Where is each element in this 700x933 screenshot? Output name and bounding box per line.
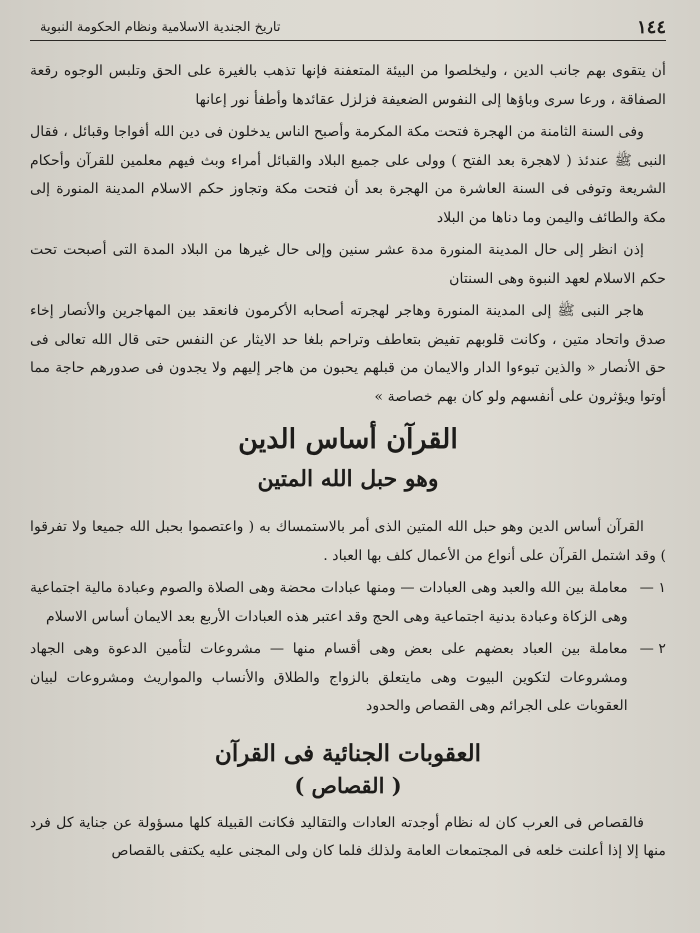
section-title-quran: القرآن أساس الدين	[238, 424, 458, 455]
list-text-1: معاملة بين الله والعبد وهى العبادات — ومنها عبادات محضة وهى الصلاة والصوم وعبادة مالية اجتماعية وهى الزكاة وعبادة بدنية اجتماعية وهى الحج وقد اعتبر هذه العبادات الأربع بعد الايمان أساس الاسلام	[30, 580, 628, 625]
page-header	[30, 14, 666, 41]
section-subtitle-qisas: ( القصاص )	[294, 772, 402, 798]
section1-intro: القرآن أساس الدين وهو حبل الله المتين الذى أمر بالاستمساك به ( واعتصموا بحبل الله جميعا ولا تفرقوا ) وقد اشتمل القرآن على أنواع من الأعمال كلف بها العباد .	[30, 519, 666, 564]
page-number: ١٤٤	[636, 16, 666, 38]
paragraph-4: هاجر النبى ﷺ إلى المدينة المنورة وهاجر لهجرته أصحابه الأكرمون فانعقد بين المهاجرين والأنصار إخاء صدق واتحاد متين ، وكانت قلوبهم تفيض بتعاطف وتراحم بلغا حد الايثار عن النفس حتى قال الله تعالى فى حق الأنصار « والذين تبوءوا الدار والايمان من قبلهم يحبون من هاجر إليهم ولا يجدون فى صدورهم حاجة مما أوتوا ويؤثرون على أنفسهم ولو كان بهم خصاصة »	[30, 303, 666, 405]
section2-paragraph: فالقصاص فى العرب كان له نظام أوجدته العادات والتقاليد فكانت القبيلة كلها مسؤولة عن جناية كل فرد منها إلا إذا أعلنت خلعه فى المجتمعات العامة ولذلك فلما كان ولى المجنى عليه يكتفى بالقصاص	[30, 814, 666, 859]
section-subtitle-quran: وهو حبل الله المتين	[257, 466, 439, 492]
paragraph-3: إذن انظر إلى حال المدينة المنورة مدة عشر سنين وإلى حال غيرها من البلاد المدة التى أصبحت تحت حكم الاسلام لعهد النبوة وهى السنتان	[30, 242, 666, 287]
list-item-1	[30, 574, 666, 635]
list-number-2: ٢ —	[639, 641, 666, 657]
list-number-1: ١ —	[639, 580, 666, 596]
section-title-penalties: العقوبات الجنائية فى القرآن	[214, 739, 482, 767]
list-item-2	[30, 635, 666, 725]
paragraph-1: أن يتقوى بهم جانب الدين ، وليخلصوا من البيئة المتعفنة فإنها تذهب بالغيرة على الحق وتلبس الوجوه رقعة الصفاقة ، ورعا سرى وباؤها إلى النفوس الضعيفة فزلزل عقائدها وأطفأ نور إعانها	[30, 63, 666, 108]
list-text-2: معاملة بين العباد بعضهم على بعض وهى أقسام منها — مشروعات لتأمين الدعوة وهى الجهاد ومشروعات لتكوين البيوت وهى مايتعلق بالزواج والطلاق والأنساب والمواريث ومشروعات لبيان العقوبات على الجرائم وهى القصاص والحدود	[30, 641, 628, 714]
paragraph-2: وفى السنة الثامنة من الهجرة فتحت مكة المكرمة وأصبح الناس يدخلون فى دين الله أفواجا وقبائل ، فقال النبى ﷺ عندئذ ( لاهجرة بعد الفتح ) وولى على جميع البلاد والقبائل أمراء وبث فيهم معلمين للقرآن وأحكام الشريعة وتوفى فى السنة العاشرة من الهجرة بعد أن فتحت مكة وتجاوز حكم الاسلام المدينة المنورة إلى مكة والطائف واليمن وما دناها من البلاد	[30, 124, 666, 226]
running-title: تاريخ الجندية الاسلامية ونظام الحكومة النبوية	[40, 19, 281, 35]
